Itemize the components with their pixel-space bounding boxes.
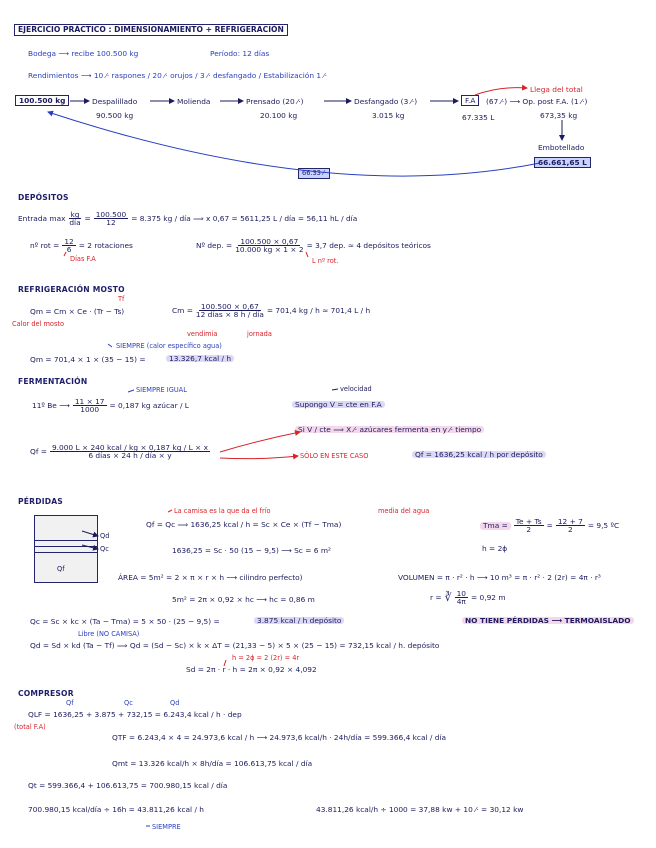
area-line: ÁREA = 5m² = 2 × π × r × h ⟶ cilindro perfecto): [118, 573, 303, 582]
bodega-line: Bodega ⟶ recibe 100.500 kg: [28, 49, 139, 58]
perdidas-line2: 1636,25 = Sc · 50 (15 − 9,5) ⟶ Sc = 6 m²: [172, 546, 331, 555]
flow-start: 100.500 kg: [15, 95, 69, 106]
perdidas-line3: 5m² = 2π × 0,92 × hc ⟶ hc = 0,86 m: [172, 595, 315, 604]
si-v-line: Si V / cte ⟹ X ⁄· azúcares fermenta en y ⁄· tiempo: [295, 426, 484, 433]
flow-step-despalillado-value: 90.500 kg: [96, 111, 134, 120]
flow-step-fa-value: 67.335 L: [462, 113, 495, 122]
tma-num2: 12 + 7: [557, 517, 583, 526]
tank-qc-label: Qc: [100, 545, 109, 553]
r-num: 10: [456, 589, 467, 598]
llega-total-note: Llega del total: [530, 85, 583, 94]
tf-note: Tf: [118, 295, 125, 303]
velocidad-note: velocidad: [340, 385, 372, 393]
qf-label: Qf =: [30, 447, 47, 457]
flow-step-desfangado-value: 3.015 kg: [372, 111, 405, 120]
rot-note: Días F.A: [70, 255, 96, 263]
be-result: = 0,187 kg azúcar / L: [109, 401, 189, 411]
dep-label: Nº dep. =: [196, 241, 233, 251]
tma-eq: =: [546, 521, 553, 531]
libre-note: Libre (NO CAMISA): [78, 630, 140, 638]
tma-den2: 2: [567, 525, 573, 535]
cm-result: = 701,4 kg / h ≈ 701,4 L / h: [266, 306, 371, 316]
dep-result: = 3,7 dep. ≈ 4 depósitos teóricos: [306, 241, 431, 251]
qt-line: Qt = 599.366,4 + 106.613,75 = 700.980,15 kcal / día: [28, 781, 228, 790]
media-note: media del agua: [378, 507, 430, 515]
no-tiene-note: NO TIENE PÉRDIDAS ⟶ TERMOAISLADO: [462, 617, 634, 624]
section-perdidas-title: PÉRDIDAS: [18, 497, 63, 506]
flow-step-fa: F.A: [461, 95, 479, 106]
qlf-line: QLF = 1636,25 + 3.875 + 732,15 = 6.243,4 kcal / h · dep: [28, 710, 242, 719]
be-num: 11 × 17: [74, 397, 105, 406]
rot-den: 6: [66, 245, 72, 255]
siempre-igual-note: SIEMPRE IGUAL: [136, 386, 187, 394]
jornada-note: jornada: [247, 330, 272, 338]
entrada-unit-den: día: [69, 218, 81, 228]
tma-result: = 9,5 ºC: [587, 521, 620, 531]
tank-qf-label: Qf: [57, 565, 65, 573]
kw-line: 43.811,26 kcal/h ÷ 1000 = 37,88 kw + 10 ⁄· = 30,12 kw: [316, 805, 524, 814]
h-eq: h = 2ϕ: [482, 544, 508, 553]
sd-line: Sd = 2π · r · h = 2π × 0,92 × 4,092: [186, 665, 317, 674]
qd-line: Qd = Sd × kd (Ta − Tf) ⟹ Qd = (Sd − Sc) × k × ΔT = (21,33 − 5) × 5 × (25 − 15) = 732,15 kcal / h. depósito: [30, 641, 440, 650]
tma-num: Te + Ts: [515, 517, 542, 526]
qm-calc: Qm = 701,4 × 1 × (35 − 15) =: [30, 355, 146, 364]
flow-step-desfangado: Desfangado (3 ⁄·): [354, 97, 418, 106]
qtf-line: QTF = 6.243,4 × 4 = 24.973,6 kcal / h ⟶ 24.973,6 kcal/h · 24h/día = 599.366,4 kcal / día: [112, 733, 447, 742]
flow-embotellado-value: 66.661,65 L: [534, 157, 591, 168]
qc-result: 3.875 kcal / h depósito: [254, 617, 344, 624]
entrada-unit-num: kg: [70, 210, 80, 219]
r-label: r =: [430, 593, 442, 603]
entrada-den: 12: [106, 218, 116, 228]
tank-qd-label: Qd: [100, 532, 110, 540]
flow-embotellado: Embotellado: [538, 143, 585, 152]
qf-result: Qf = 1636,25 kcal / h por depósito: [412, 451, 546, 458]
dep-den: 10.000 kg × 1 × 2: [235, 245, 304, 255]
supongo-line: Supongo V = cte en F.A: [292, 401, 385, 408]
periodo-line: Período: 12 días: [210, 49, 270, 58]
page-title: EJERCICIO PRÁCTICO : DIMENSIONAMIENTO + REFRIGERACIÓN: [14, 24, 288, 36]
flow-step-molienda: Molienda: [177, 97, 211, 106]
flow-step-despalillado: Despalillado: [92, 97, 138, 106]
qmt-line: Qmt = 13.326 kcal/h × 8h/día = 106.613,75 kcal / día: [112, 759, 313, 768]
section-compresor-title: COMPRESOR: [18, 689, 74, 698]
entrada-num: 100.500: [95, 210, 127, 219]
cm-den: 12 días × 8 h / día: [195, 310, 264, 320]
calor-note: Calor del mosto: [12, 320, 64, 328]
dep-note: L nº rot.: [312, 257, 339, 265]
section-fermentacion-title: FERMENTACIÓN: [18, 377, 88, 386]
section-refrigeracion-title: REFRIGERACIÓN MOSTO: [18, 285, 125, 294]
camisa-note: La camisa es la que da el frío: [174, 507, 271, 515]
r-den: 4π: [456, 597, 466, 607]
be-den: 1000: [80, 405, 100, 415]
section-depositos-title: DEPÓSITOS: [18, 193, 69, 202]
cm-num: 100.500 × 0,67: [200, 302, 259, 311]
total-fa-note: (total F.A): [14, 723, 46, 731]
q-label-qf: Qf: [66, 699, 74, 707]
qf-den: 6 días × 24 h / día × y: [88, 451, 172, 461]
rendimientos-line: Rendimientos ⟶ 10 ⁄· raspones / 20 ⁄· orujos / 3 ⁄· desfangado / Estabilización 1 ⁄·: [28, 71, 327, 80]
tma-den: 2: [526, 525, 532, 535]
r-result: = 0,92 m: [471, 593, 506, 603]
perdidas-line1: Qf = Qc ⟹ 1636,25 kcal / h = Sc × Ce × (Tf − Tma): [146, 520, 342, 529]
be-label: 11º Be ⟶: [32, 401, 70, 411]
q-label-qd: Qd: [170, 699, 180, 707]
entrada-label: Entrada max: [18, 214, 66, 224]
flow-step-prensado: Prensado (20 ⁄·): [246, 97, 304, 106]
r-calc: r = ∛ $\frac{10}{4\pi}$ = 0,92 m: [430, 589, 506, 607]
siempre-calor-note: SIEMPRE (calor específico agua): [116, 342, 222, 350]
cm-label: Cm =: [172, 306, 193, 316]
siempre-note: SIEMPRE: [152, 823, 181, 831]
h-note: h = 2ϕ = 2 (2r) = 4r: [232, 654, 300, 662]
flow-return-value: 66.33 ⁄·: [298, 168, 330, 179]
rot-label: nº rot =: [30, 241, 60, 251]
vendimia-note: vendimia: [187, 330, 218, 338]
volumen-line: VOLUMEN = π · r² · h ⟶ 10 m³ = π · r² · 2 (2r) = 4π · r³: [398, 573, 601, 582]
entrada-result: = 8.375 kg / día ⟹ x 0,67 = 5611,25 L / día = 56,11 hL / día: [131, 214, 358, 224]
entrada-eq: =: [84, 214, 91, 224]
flow-step-op-post-value: 673,35 kg: [540, 111, 578, 120]
q-label-qc: Qc: [124, 699, 133, 707]
qf-num: 9.000 L × 240 kcal / kg × 0,187 kg / L × x: [51, 443, 208, 452]
flow-step-prensado-value: 20.100 kg: [260, 111, 298, 120]
final-line: 700.980,15 kcal/día ÷ 16h = 43.811,26 kcal / h: [28, 805, 204, 814]
tma-label: Tma =: [480, 522, 511, 529]
solo-note: SÓLO EN ESTE CASO: [300, 452, 369, 460]
rot-result: = 2 rotaciones: [78, 241, 133, 251]
qc-line: Qc = Sc × kc × (Ta − Tma) = 5 × 50 · (25 − 9,5) =: [30, 617, 220, 626]
qm-formula: Qm = Cm × Ce · (Tr − Ts): [30, 307, 125, 316]
qm-result: 13.326,7 kcal / h: [166, 355, 234, 362]
dep-num: 100.500 × 0,67: [240, 237, 299, 246]
rot-num: 12: [64, 237, 74, 246]
flow-step-op-post: (67 ⁄·) ⟶ Op. post F.A. (1 ⁄·): [486, 97, 588, 106]
